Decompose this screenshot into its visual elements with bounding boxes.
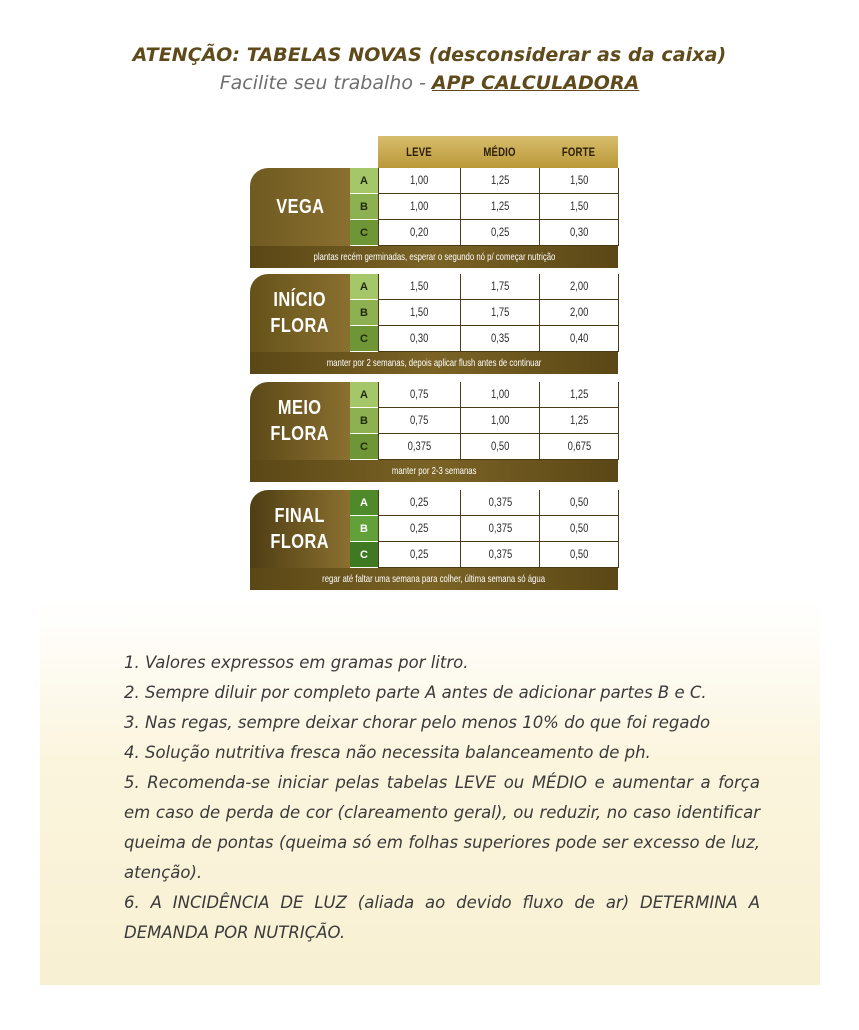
dosage-value: 2,00 (569, 280, 589, 293)
dosage-cells (378, 490, 618, 568)
table-row (379, 194, 619, 220)
dosage-cell (540, 516, 619, 542)
part-letter: A (350, 490, 378, 516)
instruction-item: 3. Nas regas, sempre deixar chorar pelo menos 10% do que foi regado (124, 713, 711, 732)
phase-note-text: regar até faltar uma semana para colher, última semana só água (322, 573, 546, 585)
table-row (379, 408, 619, 434)
dosage-cell (540, 408, 619, 434)
part-letter: B (350, 516, 378, 542)
subtitle-prefix: Facilite seu trabalho - (219, 72, 432, 94)
dosage-value: 1,50 (569, 174, 589, 187)
dosage-cell (461, 300, 540, 326)
dosage-cell (461, 434, 540, 460)
table-row (379, 274, 619, 300)
dosage-cell (540, 300, 619, 326)
dosage-cell (379, 490, 461, 516)
dosage-cell (461, 490, 540, 516)
dosage-value: 0,40 (569, 332, 589, 345)
column-header-label: LEVE (406, 145, 432, 159)
phase-name-line2: FLORA (270, 423, 330, 445)
dosage-value: 1,75 (490, 306, 510, 319)
dosage-cell (540, 194, 619, 220)
phase-name (271, 503, 330, 555)
dosage-value: 0,50 (490, 440, 510, 453)
dosage-cell (379, 542, 461, 568)
dosage-value: 1,25 (569, 388, 589, 401)
phase-note (250, 246, 618, 268)
dosage-cell (379, 408, 461, 434)
dosage-value: 1,25 (490, 200, 510, 213)
phase-note (250, 352, 618, 374)
column-header-label: MÉDIO (483, 145, 516, 159)
dosage-cell (461, 194, 540, 220)
dosage-cell (461, 542, 540, 568)
part-letter: B (350, 194, 378, 220)
dosage-cell (379, 274, 461, 300)
dosage-value: 0,25 (490, 226, 510, 239)
part-letter: C (350, 220, 378, 246)
dosage-cell (379, 194, 461, 220)
table-row (379, 542, 619, 568)
dosage-cell (379, 516, 461, 542)
phase-section (250, 274, 618, 374)
phase-name-line1: MEIO (278, 397, 322, 419)
page-header (0, 44, 859, 94)
dosage-cell (540, 274, 619, 300)
dosage-value: 0,30 (410, 332, 429, 345)
phase-label-box (250, 168, 350, 246)
phase-label-box (250, 274, 350, 352)
dosage-cell (379, 168, 461, 194)
phase-section (250, 490, 618, 590)
column-header-2 (547, 136, 610, 168)
dosage-value: 0,35 (490, 332, 510, 345)
phase-name-line2: FLORA (270, 531, 330, 553)
table-row (379, 516, 619, 542)
app-calculadora-link[interactable]: APP CALCULADORA (431, 72, 640, 94)
phase-label-box (250, 382, 350, 460)
dosage-cell (540, 220, 619, 246)
dosage-cell (540, 542, 619, 568)
dosage-value: 1,50 (410, 280, 429, 293)
dosage-cell (379, 434, 461, 460)
dosage-value: 0,375 (407, 440, 432, 453)
phase-label-box (250, 490, 350, 568)
part-letter: C (350, 434, 378, 460)
dosage-value: 1,00 (410, 174, 429, 187)
dosage-value: 1,75 (490, 280, 510, 293)
table-row (379, 220, 619, 246)
dosage-value: 1,00 (410, 200, 429, 213)
dosage-cell (379, 382, 461, 408)
dosage-cell (461, 382, 540, 408)
dosage-value: 0,375 (488, 522, 512, 535)
part-letter: A (350, 382, 378, 408)
table-row (379, 434, 619, 460)
phase-section (250, 382, 618, 482)
dosage-cells (378, 274, 618, 352)
instruction-item: 6. A INCIDÊNCIA DE LUZ (aliada ao devido fluxo de ar) DETERMINA A DEMANDA POR NUTRIÇÃO. (124, 893, 760, 942)
column-header-0 (386, 136, 452, 168)
dosage-value: 0,75 (410, 388, 429, 401)
table-row (379, 326, 619, 352)
page-title: ATENÇÃO: TABELAS NOVAS (desconsiderar as da caixa) (132, 44, 727, 66)
instruction-item: 5. Recomenda-se iniciar pelas tabelas LEVE ou MÉDIO e aumentar a força em caso de perda de cor (clareamento geral), ou reduzir, no caso identificar queima de pontas (queima só em folhas superiores pode ser excesso de luz, atenção). (124, 773, 760, 882)
phase-note-text: manter por 2 semanas, depois aplicar flush antes de continuar (326, 357, 542, 369)
dosage-cell (540, 326, 619, 352)
dosage-cell (379, 300, 461, 326)
phase-name (271, 395, 330, 447)
nutrient-table (250, 136, 618, 600)
table-row (379, 490, 619, 516)
part-letter: C (350, 542, 378, 568)
dosage-cell (540, 434, 619, 460)
dosage-value: 0,25 (410, 548, 429, 561)
dosage-cell (461, 516, 540, 542)
dosage-value: 0,25 (410, 496, 429, 509)
dosage-value: 1,25 (490, 174, 510, 187)
part-letter: C (350, 326, 378, 352)
phase-section (250, 168, 618, 268)
phase-name (271, 287, 330, 339)
instructions-list (124, 648, 760, 948)
dosage-value: 1,00 (490, 414, 510, 427)
instruction-item: 2. Sempre diluir por completo parte A antes de adicionar partes B e C. (124, 683, 707, 702)
phase-note (250, 568, 618, 590)
phase-name-line1: INÍCIO (273, 289, 327, 311)
dosage-cell (540, 168, 619, 194)
dosage-cells (378, 168, 618, 246)
instruction-item: 4. Solução nutritiva fresca não necessita balanceamento de ph. (124, 743, 651, 762)
part-letter: A (350, 168, 378, 194)
phase-note (250, 460, 618, 482)
part-letter: B (350, 300, 378, 326)
dosage-cell (461, 274, 540, 300)
dosage-cell (461, 220, 540, 246)
dosage-value: 0,20 (410, 226, 429, 239)
phase-name-line1: FINAL (274, 505, 326, 527)
dosage-value: 1,25 (569, 414, 589, 427)
dosage-value: 0,675 (567, 440, 591, 453)
dosage-value: 0,30 (569, 226, 589, 239)
dosage-value: 0,375 (488, 548, 512, 561)
dosage-cells (378, 382, 618, 460)
phase-note-text: manter por 2-3 semanas (391, 465, 477, 477)
instruction-item: 1. Valores expressos em gramas por litro. (124, 653, 469, 672)
dosage-cell (540, 490, 619, 516)
dosage-value: 1,00 (490, 388, 510, 401)
table-row (379, 168, 619, 194)
part-letter: A (350, 274, 378, 300)
dosage-value: 1,50 (569, 200, 589, 213)
phase-name (276, 194, 324, 220)
column-header-label: FORTE (561, 145, 596, 159)
dosage-value: 0,75 (410, 414, 429, 427)
phase-note-text: plantas recém germinadas, esperar o segundo nó p/ começar nutrição (313, 251, 555, 263)
phase-name-line1: VEGA (275, 196, 325, 218)
column-header-1 (468, 136, 531, 168)
phase-name-line2: FLORA (270, 315, 330, 337)
dosage-value: 0,25 (410, 522, 429, 535)
dosage-value: 0,50 (569, 522, 589, 535)
dosage-cell (379, 220, 461, 246)
dosage-value: 1,50 (410, 306, 429, 319)
dosage-value: 0,50 (569, 496, 589, 509)
dosage-value: 0,375 (488, 496, 512, 509)
page-subtitle (0, 72, 859, 94)
table-row (379, 382, 619, 408)
table-row (379, 300, 619, 326)
dosage-cell (379, 326, 461, 352)
dosage-value: 0,50 (569, 548, 589, 561)
dosage-cell (461, 168, 540, 194)
dosage-cell (461, 326, 540, 352)
dosage-cell (461, 408, 540, 434)
dosage-cell (540, 382, 619, 408)
dosage-value: 2,00 (569, 306, 589, 319)
part-letter: B (350, 408, 378, 434)
